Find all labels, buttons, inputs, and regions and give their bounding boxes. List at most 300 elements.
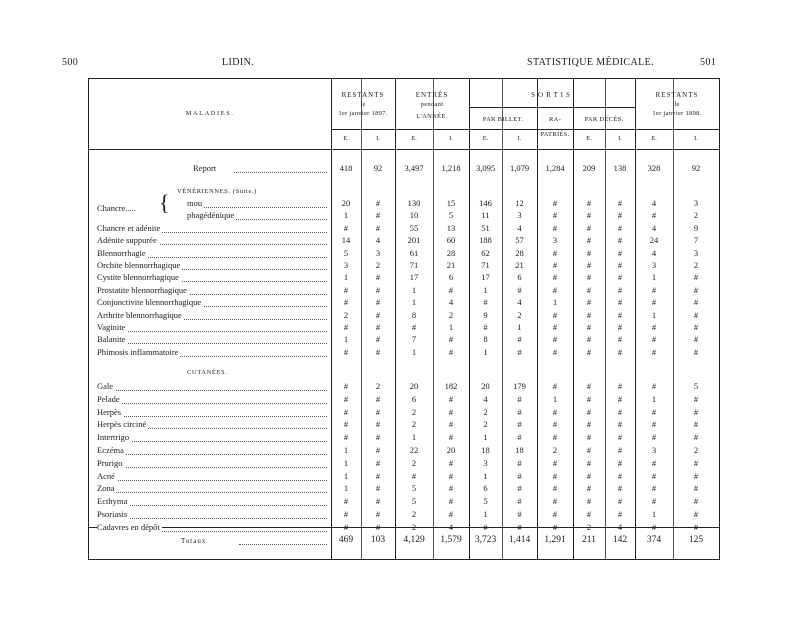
row-value: # <box>617 272 623 283</box>
row-label: Conjonctivite blennorrhagique <box>97 297 202 308</box>
row-value: # <box>651 406 657 417</box>
row-value: 4 <box>375 235 381 246</box>
row-label: Prostatite blennorrhagique <box>97 284 187 295</box>
row-value: # <box>448 509 454 519</box>
row-value: # <box>552 521 558 532</box>
row-label: Gale <box>97 381 114 391</box>
col-header-entres-pendant: pendant <box>420 101 444 108</box>
row-value: 182 <box>444 381 458 391</box>
row-value: 1 <box>343 483 349 494</box>
row-value: 4 <box>517 297 522 308</box>
row-label: Arthrite blennorrhagique <box>97 309 182 320</box>
table-row <box>89 509 719 521</box>
row-value: 4 <box>448 521 454 532</box>
row-value: # <box>586 210 592 221</box>
sub-e-par-deces: E. <box>586 135 592 142</box>
row-value: # <box>448 496 454 507</box>
row-value: 12 <box>515 198 524 208</box>
table-row <box>89 198 719 210</box>
table-row <box>89 322 719 334</box>
row-label: Adénite suppurée <box>97 235 157 246</box>
row-value: 2 <box>693 260 699 270</box>
row-value: # <box>651 432 657 443</box>
row-value: 14 <box>341 235 351 246</box>
row-value: 3 <box>651 445 657 455</box>
row-value: # <box>586 309 592 320</box>
row-value: 146 <box>479 198 492 208</box>
row-value: # <box>586 470 592 481</box>
col-header-restants-1897-le: le <box>360 101 366 108</box>
row-label: Herpès circiné <box>97 419 147 430</box>
row-value: # <box>693 272 699 283</box>
row-value: 1,079 <box>509 163 530 173</box>
row-value: # <box>617 432 623 443</box>
row-value: # <box>586 483 592 494</box>
row-value: # <box>693 521 699 532</box>
row-value: 55 <box>409 222 419 233</box>
row-value: 4 <box>651 198 657 208</box>
sub-i-par-billet: I. <box>517 135 522 142</box>
table-row <box>89 272 719 284</box>
row-value: 7 <box>411 334 417 345</box>
row-value: # <box>411 322 417 332</box>
row-value: # <box>617 496 623 507</box>
row-value: # <box>693 470 699 481</box>
row-value: # <box>586 260 592 270</box>
row-value: 1 <box>343 272 349 283</box>
row-value: 1 <box>651 309 657 320</box>
table-row <box>89 223 719 235</box>
row-value: 18 <box>515 445 524 455</box>
sub-e-restants-1898: E. <box>651 135 657 142</box>
row-label: Totaux <box>181 537 207 545</box>
row-value: # <box>375 198 381 208</box>
row-value: # <box>617 198 623 208</box>
row-value: 138 <box>613 163 627 173</box>
leader-dots <box>107 416 327 417</box>
row-value: # <box>586 247 592 258</box>
row-value: # <box>586 322 592 332</box>
row-value: # <box>375 509 381 519</box>
row-label: mou <box>187 198 203 208</box>
row-value: # <box>651 521 657 532</box>
row-value: 1 <box>483 346 488 357</box>
row-value: # <box>343 222 349 233</box>
row-value: # <box>552 334 558 345</box>
col-header-restants-1898-title: RESTANTS <box>655 91 699 99</box>
totals-row <box>89 535 719 547</box>
row-value: # <box>517 419 522 430</box>
row-value: 2 <box>411 419 417 430</box>
row-value: # <box>343 284 349 295</box>
row-value: # <box>375 470 381 481</box>
sub-e-restants-1897: E. <box>343 135 349 142</box>
row-value: # <box>617 406 623 417</box>
row-value: # <box>552 432 558 443</box>
row-value: # <box>375 272 381 283</box>
row-value: 4,129 <box>403 535 425 545</box>
row-value: 1 <box>411 297 417 308</box>
row-value: # <box>375 309 381 320</box>
sub-e-par-billet: E. <box>482 135 489 142</box>
row-value: # <box>693 509 699 519</box>
row-value: # <box>693 419 699 430</box>
row-value: 2 <box>411 509 417 519</box>
table-row <box>89 297 719 309</box>
row-value: # <box>586 346 592 357</box>
table-row <box>89 260 719 272</box>
row-label: Orchite blennorrhagique <box>97 260 181 270</box>
row-value: # <box>617 284 623 295</box>
row-value: 6 <box>448 272 454 283</box>
row-value: 1 <box>651 509 657 519</box>
row-value: 1 <box>483 509 488 519</box>
row-value: # <box>375 457 381 468</box>
row-value: 188 <box>479 235 492 246</box>
row-value: # <box>517 521 522 532</box>
row-value: # <box>375 346 381 357</box>
row-value: # <box>448 470 454 481</box>
row-value: 1,414 <box>508 535 531 545</box>
row-value: # <box>517 483 522 494</box>
row-value: # <box>617 309 623 320</box>
col-header-restants-1898-date: 1er janvier 1898. <box>652 110 702 117</box>
row-value: 328 <box>647 163 661 173</box>
row-label: Herpès <box>97 406 122 417</box>
row-value: 5 <box>411 496 417 507</box>
table-row <box>89 432 719 444</box>
running-title-right: STATISTIQUE MÉDICALE. <box>527 57 655 68</box>
col-header-maladies: MALADIES. <box>185 110 235 117</box>
row-label: Chancre et adénite <box>97 222 161 233</box>
col-header-par-billet: PAR BILLET. <box>482 116 524 123</box>
row-value: # <box>375 496 381 507</box>
row-value: # <box>375 210 381 221</box>
leader-dots <box>107 331 327 332</box>
row-value: 24 <box>649 235 659 246</box>
row-value: # <box>651 419 657 430</box>
row-value: 1 <box>411 346 417 357</box>
row-value: # <box>343 322 349 332</box>
row-value: # <box>651 483 657 494</box>
row-value: 92 <box>373 163 383 173</box>
row-label: Acné <box>97 470 115 481</box>
row-value: # <box>552 381 558 391</box>
sub-i-restants-1898: I. <box>694 135 698 142</box>
row-value: # <box>586 445 592 455</box>
row-value: # <box>617 297 623 308</box>
row-value: 7 <box>693 235 699 246</box>
row-value: 62 <box>481 247 490 258</box>
row-value: 4 <box>448 297 454 308</box>
row-value: # <box>586 284 592 295</box>
row-value: 60 <box>446 235 456 246</box>
row-value: # <box>517 346 522 357</box>
row-value: # <box>483 521 488 532</box>
leader-dots <box>197 207 327 208</box>
row-value: # <box>343 381 349 391</box>
row-value: 125 <box>688 535 704 545</box>
row-value: # <box>375 297 381 308</box>
table-row <box>89 347 719 359</box>
col-header-par-deces: PAR DÉCÈS. <box>584 116 624 123</box>
row-value: 11 <box>481 210 490 221</box>
row-value: # <box>617 483 623 494</box>
row-value: 1,218 <box>441 163 461 173</box>
table-row <box>89 235 719 247</box>
row-value: 3 <box>343 260 349 270</box>
row-value: # <box>552 272 558 283</box>
row-value: 1,291 <box>544 535 566 545</box>
row-value: 4 <box>617 521 623 532</box>
col-header-restants-1897-date: 1er janvier 1897. <box>338 110 388 117</box>
row-value: 1 <box>343 457 349 468</box>
row-label: Prurigo <box>97 457 123 468</box>
row-value: # <box>586 334 592 345</box>
row-value: # <box>375 322 381 332</box>
row-value: 20 <box>446 445 456 455</box>
row-value: # <box>651 210 657 221</box>
row-value: # <box>343 346 349 357</box>
col-header-entres-title: ENTRÉS <box>415 91 449 99</box>
row-value: # <box>693 334 699 345</box>
row-value: # <box>517 432 522 443</box>
row-value: # <box>617 235 623 246</box>
row-label: Zona <box>97 483 115 494</box>
row-value: # <box>375 483 381 494</box>
row-value: 1 <box>343 445 349 455</box>
row-value: 61 <box>409 247 419 258</box>
row-value: # <box>586 432 592 443</box>
row-value: # <box>617 247 623 258</box>
row-value: # <box>483 322 488 332</box>
row-value: # <box>693 496 699 507</box>
table-row <box>89 248 719 260</box>
row-value: # <box>375 393 381 404</box>
row-value: # <box>617 322 623 332</box>
row-value: # <box>693 432 699 443</box>
row-value: # <box>448 483 454 494</box>
row-value: 1 <box>343 210 349 221</box>
chancre-brace: { <box>159 190 170 215</box>
row-value: # <box>552 222 558 233</box>
row-value: 71 <box>481 260 490 270</box>
row-value: 28 <box>515 247 524 258</box>
row-value: # <box>617 222 623 233</box>
table-row <box>89 483 719 495</box>
row-value: # <box>343 393 349 404</box>
row-value: # <box>448 334 454 345</box>
row-value: 2 <box>343 309 349 320</box>
sub-i-par-deces: I. <box>618 135 622 142</box>
row-value: # <box>517 509 522 519</box>
row-value: 21 <box>515 260 524 270</box>
row-value: # <box>693 457 699 468</box>
row-value: # <box>552 406 558 417</box>
row-value: 18 <box>481 445 490 455</box>
row-label: Blennorrhagie <box>97 247 146 258</box>
row-value: 201 <box>407 235 421 246</box>
row-value: 3 <box>375 247 381 258</box>
row-value: 130 <box>407 198 421 208</box>
table-row <box>89 471 719 483</box>
row-label: Cadavres en dépôt <box>97 521 160 532</box>
row-value: # <box>517 393 522 404</box>
row-value: 1 <box>411 284 417 295</box>
row-value: # <box>343 521 349 532</box>
row-value: # <box>617 445 623 455</box>
row-value: # <box>343 509 349 519</box>
report-row <box>89 163 719 175</box>
row-value: # <box>586 297 592 308</box>
row-label: Vaginite <box>97 322 126 332</box>
row-value: # <box>552 322 558 332</box>
row-value: 3 <box>693 198 699 208</box>
leader-dots <box>107 441 327 442</box>
row-value: 2 <box>483 406 488 417</box>
row-value: # <box>651 284 657 295</box>
row-value: # <box>552 509 558 519</box>
row-value: # <box>586 235 592 246</box>
row-value: # <box>552 457 558 468</box>
row-value: # <box>651 297 657 308</box>
leader-dots <box>239 544 327 545</box>
row-value: # <box>586 509 592 519</box>
row-value: 20 <box>409 381 419 391</box>
row-value: 469 <box>338 535 354 545</box>
row-value: 22 <box>409 445 419 455</box>
row-value: # <box>651 457 657 468</box>
row-value: # <box>651 346 657 357</box>
col-header-sortis: SORTIS <box>531 91 573 99</box>
row-value: 211 <box>582 535 596 545</box>
row-label: Report <box>193 163 217 173</box>
row-value: 2 <box>693 445 699 455</box>
page-number-right: 501 <box>700 57 717 68</box>
row-value: # <box>617 470 623 481</box>
table-row <box>89 334 719 346</box>
row-value: # <box>483 297 488 308</box>
row-value: # <box>617 210 623 221</box>
row-value: 1 <box>483 470 488 481</box>
row-value: # <box>517 334 522 345</box>
leader-dots <box>107 467 327 468</box>
row-value: # <box>693 297 699 308</box>
leader-dots <box>107 343 327 344</box>
row-value: 1 <box>343 334 349 345</box>
row-value: 3,497 <box>404 163 424 173</box>
row-value: # <box>617 419 623 430</box>
row-value: 2 <box>375 381 381 391</box>
row-value: # <box>617 509 623 519</box>
row-value: 1 <box>651 272 657 283</box>
row-value: # <box>552 309 558 320</box>
row-value: 4 <box>651 247 657 258</box>
row-value: # <box>448 393 454 404</box>
row-value: 1 <box>483 432 488 443</box>
row-value: 1 <box>343 470 349 481</box>
row-label: Pelade <box>97 393 120 404</box>
row-value: 2 <box>693 210 699 221</box>
col-header-restants-1898-le: le <box>674 101 680 108</box>
row-value: 1,284 <box>545 163 565 173</box>
row-value: 142 <box>612 535 628 545</box>
row-value: 15 <box>446 198 456 208</box>
row-value: 2 <box>517 309 522 320</box>
row-value: # <box>517 284 522 295</box>
row-value: # <box>693 284 699 295</box>
row-label: Ecthyma <box>97 496 128 507</box>
row-value: # <box>375 419 381 430</box>
row-value: 57 <box>515 235 524 246</box>
table-row <box>89 210 719 222</box>
row-value: # <box>552 496 558 507</box>
leader-dots <box>107 403 327 404</box>
row-value: # <box>617 334 623 345</box>
row-value: 1 <box>651 393 657 404</box>
row-value: # <box>586 272 592 283</box>
row-value: 3,095 <box>475 163 496 173</box>
row-label: Phimosis inflammatoire <box>97 346 179 357</box>
row-value: 3 <box>483 457 488 468</box>
row-value: 13 <box>446 222 456 233</box>
row-value: 6 <box>517 272 522 283</box>
row-value: # <box>411 470 417 481</box>
row-value: # <box>651 334 657 345</box>
page-number-left: 500 <box>62 57 79 68</box>
row-label: Psoriasis <box>97 509 128 519</box>
row-value: 2 <box>375 260 381 270</box>
row-value: # <box>693 346 699 357</box>
row-value: # <box>343 297 349 308</box>
running-title-left: LIDIN. <box>222 57 255 68</box>
row-value: 1 <box>517 322 522 332</box>
row-value: # <box>448 346 454 357</box>
row-value: # <box>586 457 592 468</box>
sub-i-entres: I. <box>449 135 453 142</box>
row-value: 1 <box>552 393 558 404</box>
row-value: # <box>552 470 558 481</box>
section-cutanees: CUTANÉES. <box>187 369 228 376</box>
row-value: 3 <box>552 235 558 246</box>
row-value: # <box>375 521 381 532</box>
row-value: # <box>617 457 623 468</box>
table-row <box>89 394 719 406</box>
leader-dots <box>107 492 327 493</box>
row-value: 1 <box>483 284 488 295</box>
row-value: 20 <box>341 198 351 208</box>
row-value: 2 <box>552 445 558 455</box>
row-value: # <box>375 406 381 417</box>
row-value: 179 <box>513 381 526 391</box>
row-value: # <box>693 483 699 494</box>
row-value: 3 <box>651 260 657 270</box>
row-value: 1,579 <box>440 535 462 545</box>
row-value: 6 <box>411 393 417 404</box>
sub-i-restants-1897: I. <box>376 135 380 142</box>
row-value: # <box>552 284 558 295</box>
row-value: 5 <box>343 247 349 258</box>
row-label: Balanite <box>97 334 126 345</box>
table-row <box>89 458 719 470</box>
row-value: 21 <box>446 260 456 270</box>
row-value: # <box>448 457 454 468</box>
table-row <box>89 285 719 297</box>
row-value: # <box>693 322 699 332</box>
row-value: 2 <box>448 309 454 320</box>
row-value: # <box>586 496 592 507</box>
row-value: 3,723 <box>474 535 497 545</box>
